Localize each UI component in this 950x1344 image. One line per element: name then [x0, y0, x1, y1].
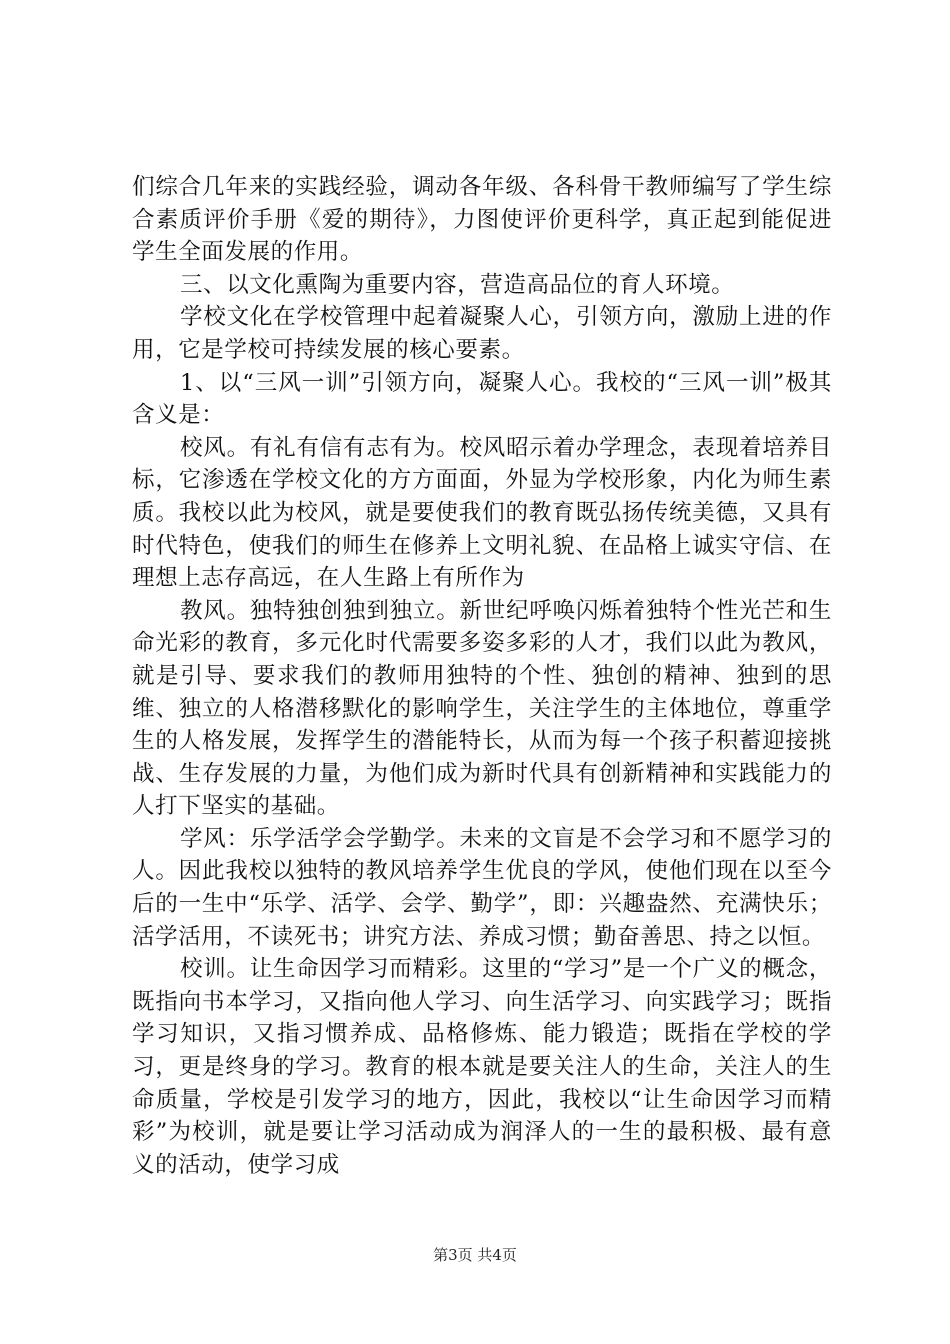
- paragraph-5: 校风。有礼有信有志有为。校风昭示着办学理念，表现着培养目标，它渗透在学校文化的方方面面，外显为学校形象，内化为师生素质。我校以此为校风，就是要使我们的教育既弘扬传统美德，又具有时代特色，使我们的师生在修养上文明礼貌、在品格上诚实守信、在理想上志存高远，在人生路上有所作为: [132, 434, 832, 592]
- paragraph-8: 校训。让生命因学习而精彩。这里的“学习”是一个广义的概念，既指向书本学习，又指向他人学习、向生活学习、向实践学习；既指学习知识，又指习惯养成、品格修炼、能力锻造；既指在学校的学习，更是终身的学习。教育的根本就是要关注人的生命，关注人的生命质量，学校是引发学习的地方，因此，我校以“让生命因学习而精彩”为校训，就是要让学习活动成为润泽人的一生的最积极、最有意义的活动，使学习成: [132, 956, 832, 1178]
- document-body: [132, 171, 832, 1181]
- paragraph-2: 三、以文化熏陶为重要内容，营造高品位的育人环境。: [180, 271, 735, 298]
- paragraph-3: 学校文化在学校管理中起着凝聚人心，引领方向，激励上进的作用，它是学校可持续发展的核心要素。: [132, 304, 832, 363]
- page-footer: [0, 1244, 950, 1265]
- paragraph-7: 学风：乐学活学会学勤学。未来的文盲是不会学习和不愿学习的人。因此我校以独特的教风培养学生优良的学风，使他们现在以至今后的一生中“乐学、活学、会学、勤学”，即：兴趣盎然、充满快乐；活学活用，不读死书；讲究方法、养成习惯；勤奋善思、持之以恒。: [132, 825, 832, 950]
- page-number-label: 第3页 共4页: [433, 1246, 517, 1264]
- paragraph-1: 们综合几年来的实践经验，调动各年级、各科骨干教师编写了学生综合素质评价手册《爱的期待》，力图使评价更科学，真正起到能促进学生全面发展的作用。: [132, 174, 832, 266]
- paragraph-4: 1、以“三风一训”引领方向，凝聚人心。我校的“三风一训”极其含义是：: [132, 369, 832, 429]
- paragraph-6: 教风。独特独创独到独立。新世纪呼唤闪烁着独特个性光芒和生命光彩的教育，多元化时代需要多姿多彩的人才，我们以此为教风，就是引导、要求我们的教师用独特的个性、独创的精神、独到的思维、独立的人格潜移默化的影响学生，关注学生的主体地位，尊重学生的人格发展，发挥学生的潜能特长，从而为每一个孩子积蓄迎接挑战、生存发展的力量，为他们成为新时代具有创新精神和实践能力的人打下坚实的基础。: [132, 597, 832, 820]
